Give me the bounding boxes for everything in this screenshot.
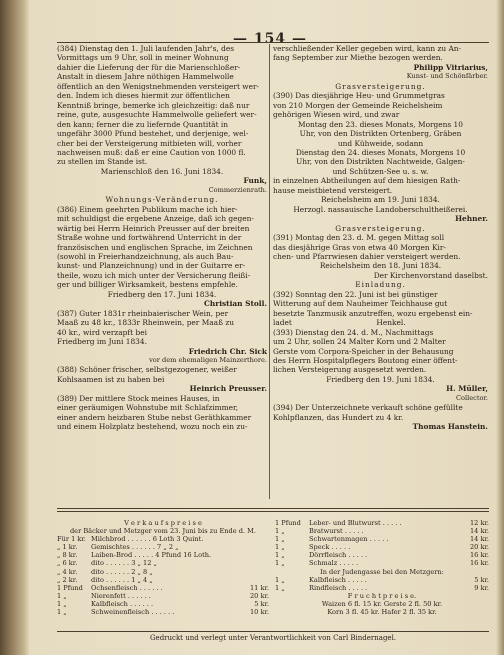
signature-title: Collector. <box>456 393 488 402</box>
text-line: Gerste vom Corpora-Speicher in der Behausung <box>273 346 454 356</box>
section-heading: Wohnungs-Veränderung. <box>105 195 219 205</box>
price-row <box>57 543 269 551</box>
price-value <box>235 576 269 584</box>
text-line: cher bei der Versteigerung mitbieten will, vorher <box>57 138 242 148</box>
price-item: Laiben-Brod . . . . . 4 Pfund 16 Loth. <box>91 551 212 560</box>
price-quantity: 1 „ <box>275 575 285 584</box>
price-item: Schwartenmagen . . . . . <box>309 535 389 544</box>
text-line: (384) Dienstag den 1. Juli laufenden Jahr's, des <box>57 44 235 53</box>
price-section-rule-double <box>57 511 489 512</box>
text-line: besetzte Tanzmusik anzutreffen, wozu ergebenst ein- <box>273 308 473 318</box>
text-line: verschließender Keller gegeben wird, kann zu An- <box>273 44 462 53</box>
price-row <box>57 568 269 576</box>
price-item: Schweinenfleisch . . . . . . <box>91 608 175 617</box>
dateline: Marienschloß den 16. Juni 1834. <box>100 166 224 176</box>
text-line: von 210 Morgen der Gemeinde Reichelsheim <box>273 100 443 110</box>
signature: Funk, <box>243 176 267 186</box>
price-value: 16 kr. <box>469 551 489 560</box>
price-row <box>275 568 489 576</box>
text-line: ger und billiger Wirksamkeit, bestens empfehle. <box>57 280 238 290</box>
price-quantity: „ 6 kr. <box>57 559 78 568</box>
text-line: nachweisen muß: daß er eine Caution von 1000 fl. <box>57 147 246 157</box>
price-item: Rindfleisch . . . . . <box>309 583 368 592</box>
price-row <box>57 608 269 616</box>
price-row <box>57 576 269 584</box>
price-row <box>275 559 489 567</box>
price-row <box>57 559 269 567</box>
signature: Philipp Vitriarius, <box>413 62 488 72</box>
text-line: kunst- und Planzeichnung) und in der Guitarre er- <box>57 261 246 271</box>
price-item: der Bäcker und Metzger vom 23. Juni bis zu Ende d. M. <box>69 527 257 536</box>
price-value: 9 kr. <box>474 583 489 592</box>
meat-and-grain-prices <box>275 519 489 616</box>
issuing-office: Herzogl. nassauische Landoberschultheißerei. <box>293 204 468 214</box>
signature-title: Kunst- und Schönfärber. <box>406 72 488 81</box>
price-quantity: 1 „ <box>57 591 67 600</box>
text-line: Straße wohne und fortwährend Unterricht in der <box>57 233 242 243</box>
text-line: reine, gute, ausgesuchte Hammelwolle geliefert wer- <box>57 110 257 120</box>
price-value: 14 kr. <box>469 535 489 544</box>
dateline: Friedberg im Juni 1834. <box>57 337 147 347</box>
text-line: hause meistbietend versteigert. <box>273 185 393 195</box>
signature-title: Commerzienrath. <box>208 185 267 194</box>
price-value: 5 kr. <box>254 599 269 608</box>
price-quantity: 1 „ <box>275 527 285 536</box>
price-value: 10 kr. <box>249 608 269 617</box>
price-value <box>235 535 269 543</box>
text-line: (393) Dienstag den 24. d. M., Nachmittags <box>273 327 434 337</box>
price-row <box>57 519 269 527</box>
price-quantity: 1 „ <box>57 599 67 608</box>
price-row <box>275 519 489 527</box>
signature: H. Müller, <box>446 384 488 394</box>
price-item: Schmalz . . . . . <box>309 559 359 568</box>
text-line: das diesjährige Gras von etwa 40 Morgen Kir- <box>273 242 446 252</box>
text-line: ungefähr 3000 Pfund bestehet, und derjenige, wel- <box>57 129 249 139</box>
section-heading: Grasversteigerung. <box>335 81 426 91</box>
price-list <box>57 519 489 629</box>
text-line: Montag den 23. dieses Monats, Morgens 10 <box>298 119 463 129</box>
text-line: 40 kr., wird verzapft bei <box>57 327 147 337</box>
price-quantity: 1 „ <box>275 583 285 592</box>
price-value <box>235 551 269 559</box>
text-line: Kenntniß bringe, bemerke ich gleichzeitig: daß nur <box>57 100 250 110</box>
header-rule <box>57 42 489 43</box>
printer-imprint: Gedruckt und verlegt unter Verantwortlichkeit von Carl Bindernagel. <box>149 634 397 642</box>
text-line: einer geräumigen Wohnstube mit Schlafzimmer, <box>57 403 239 413</box>
price-quantity: „ 1 kr. <box>57 543 78 552</box>
price-row <box>275 543 489 551</box>
price-value: 12 kr. <box>469 519 489 527</box>
price-item: Korn 3 fl. 45 kr. Hafer 2 fl. 35 kr. <box>327 608 437 617</box>
signature: Der Kirchenvorstand daselbst. <box>373 270 488 280</box>
text-line: Dienstag den 24. dieses Monats, Morgens 10 <box>295 147 466 157</box>
text-line: (386) Einem geehrten Publikum mache ich hier- <box>57 204 238 214</box>
price-value: 20 kr. <box>249 591 269 600</box>
price-row <box>57 592 269 600</box>
text-line: um 2 Uhr, sollen 24 Malter Korn und 2 Malter <box>273 337 446 347</box>
text-line: (387) Guter 1831r rheinbaierischer Wein, per <box>57 308 229 318</box>
price-value <box>235 559 269 567</box>
text-line: dahier die Lieferung der für die Marienschloßer- <box>57 62 241 72</box>
page-number: — 154 — <box>233 31 307 47</box>
price-item: Gemischtes . . . . . . 7 „ 2 „ <box>91 543 179 552</box>
price-row <box>275 584 489 592</box>
right-column <box>273 44 488 499</box>
column-divider <box>269 44 270 499</box>
text-line: einer andern heizbaren Stube nebst Geräthkammer <box>57 412 252 422</box>
text-line: (390) Das diesjährige Heu- und Grummetgras <box>273 91 445 101</box>
signature-title: vor dem ehemaligen Mainzerthore. <box>149 355 267 364</box>
bakery-butcher-prices <box>57 519 269 616</box>
section-heading: Grasversteigerung. <box>335 223 426 233</box>
price-quantity: 1 Pfund <box>275 519 301 527</box>
price-row <box>57 584 269 592</box>
text-line: und Schützen-See u. s. w. <box>332 166 429 176</box>
price-item: dito . . . . . . 3 „ 12 „ <box>91 559 157 568</box>
price-value: 20 kr. <box>469 543 489 552</box>
text-line: französischen und englischen Sprache, im Zeichnen <box>57 242 253 252</box>
price-item: Leber- und Blutwurst . . . . . <box>309 519 402 527</box>
text-line: den kann; ferner die zu liefernde Quantität in <box>57 119 229 129</box>
price-quantity: 1 „ <box>57 608 67 617</box>
text-line: (394) Der Unterzeichnete verkauft schöne gefüllte <box>273 403 463 413</box>
price-value <box>235 568 269 576</box>
price-row <box>275 576 489 584</box>
text-line: Anstalt in diesem Jahre nöthigen Hammelwolle <box>57 72 234 82</box>
text-line: und einem Holzplatz bestehend, wozu noch ein zu- <box>57 422 248 432</box>
price-row <box>57 551 269 559</box>
dateline: Friedberg den 19. Juni 1834. <box>326 374 435 384</box>
signature: Thomas Hanstein. <box>412 422 488 432</box>
price-quantity: 1 Pfund <box>57 583 83 592</box>
price-item: V e r k a u f s p r e i s e <box>124 519 202 527</box>
text-line: wärtig bei Herrn Heinrich Preusser auf der breiten <box>57 223 250 233</box>
price-quantity: Für 1 kr. <box>57 535 86 544</box>
text-line: des Herrn Hospitalpflegers Boutong einer öffent- <box>273 355 458 365</box>
price-value: 14 kr. <box>469 527 489 536</box>
text-line: in einzelnen Abtheilungen auf dem hiesigen Rath- <box>273 176 461 186</box>
price-quantity: „ 2 kr. <box>57 575 78 584</box>
price-quantity: „ 4 kr. <box>57 567 78 576</box>
text-line: und Kühweide, sodann <box>337 138 424 148</box>
price-item: dito . . . . . . 2 „ 8 „ <box>91 567 153 576</box>
text-line: Kohlsaamen ist zu haben bei <box>57 374 165 384</box>
signature: Heinrich Preusser. <box>189 384 267 394</box>
price-item: Nierenfett . . . . . . <box>91 591 151 600</box>
price-value: 11 kr. <box>249 583 269 592</box>
price-item: F r u c h t p r e i s e. <box>347 591 417 600</box>
text-line: Maaß zu 48 kr., 1833r Rheinwein, per Maaß zu <box>57 318 235 328</box>
price-item: Bratwurst . . . . . <box>309 527 364 536</box>
price-quantity: 1 „ <box>275 535 285 544</box>
price-item: Kalbfleisch . . . . . . <box>91 599 154 608</box>
section-heading: Einladung. <box>355 280 406 290</box>
page-edge <box>496 0 504 655</box>
price-quantity: 1 „ <box>275 559 285 568</box>
text-line: gehörigen Wiesen wird, und zwar <box>273 110 400 120</box>
text-line: Witterung auf dem Nauheimer Teichhause gut <box>273 299 448 309</box>
signature: Christian Stoll. <box>204 299 267 309</box>
price-quantity: 1 „ <box>275 543 285 552</box>
price-row <box>275 592 489 600</box>
price-row <box>57 527 269 535</box>
text-line: fang September zur Miethe bezogen werden. <box>273 53 443 63</box>
text-line: Uhr, von den Distrikten Nachtweide, Galgen- <box>296 157 465 167</box>
text-line: theile, wozu ich mich unter der Versicherung fleißi- <box>57 270 251 280</box>
text-line: mit schuldigst die ergebene Anzeige, daß ich gegen- <box>57 214 254 224</box>
price-value: 16 kr. <box>469 559 489 568</box>
price-item: Kalbfleisch . . . . . <box>309 575 367 584</box>
price-quantity: 1 „ <box>275 551 285 560</box>
price-item: dito . . . . . . 1 „ 4 „ <box>91 575 153 584</box>
price-item: Ochsenfleisch . . . . . . <box>91 583 163 592</box>
dateline: Reichelsheim den 18. Juni 1834. <box>319 261 442 271</box>
left-column <box>57 44 267 499</box>
price-item: Milchbrod . . . . . . 6 Loth 3 Quint. <box>91 535 204 544</box>
price-value <box>235 543 269 551</box>
text-line: (392) Sonntag den 22. Juni ist bei günstiger <box>273 289 438 299</box>
text-line: Uhr, von den Distrikten Ortenberg, Gräben <box>299 129 462 139</box>
price-item: Speck . . . . . <box>309 543 351 552</box>
footer-rule <box>57 631 489 632</box>
text-line: (388) Schöner frischer, selbstgezogener, weißer <box>57 365 237 375</box>
book-gutter <box>0 0 30 655</box>
price-value: 5 kr. <box>474 575 489 584</box>
price-row <box>275 551 489 559</box>
text-line: zu stellen im Stande ist. <box>57 157 148 167</box>
price-row <box>275 600 489 608</box>
price-row <box>57 600 269 608</box>
price-section-rule <box>57 508 489 509</box>
price-quantity: „ 8 kr. <box>57 551 78 560</box>
signature: Friedrich Chr. Sick <box>188 346 267 356</box>
price-row <box>275 608 489 616</box>
text-line: Vormittags um 9 Uhr, soll in meiner Wohnung <box>57 53 229 63</box>
price-row <box>57 535 269 543</box>
price-row <box>275 527 489 535</box>
text-line: chen- und Pfarrwiesen dahier versteigert werden. <box>273 251 461 261</box>
signature: Hehner. <box>455 214 488 224</box>
text-line: ladet Henkel. <box>273 318 406 328</box>
text-line: öffentlich an den Wenigstnehmenden versteigert wer- <box>57 81 260 91</box>
price-item: In der Judengasse bei den Metzgern: <box>320 567 444 576</box>
price-item: Dörrfleisch . . . . . <box>309 551 368 560</box>
text-line: (391) Montag den 23. d. M. gegen Mittag soll <box>273 233 445 243</box>
text-line: lichen Versteigerung ausgesetzt werden. <box>273 365 427 375</box>
text-line: (389) Der mittlere Stock meines Hauses, in <box>57 393 220 403</box>
text-line: Kohlpflanzen, das Hundert zu 4 kr. <box>273 412 404 422</box>
dateline: Friedberg den 17. Juni 1834. <box>107 289 217 299</box>
text-line: den. Indem ich dieses hiermit zur öffentlichen <box>57 91 230 101</box>
price-row <box>275 535 489 543</box>
price-item: Waizen 6 fl. 15 kr. Gerste 2 fl. 50 kr. <box>321 599 443 608</box>
text-line: (sowohl in Freierhandzeichnung, als auch Bau- <box>57 251 234 261</box>
dateline: Reichelsheim am 19. Juni 1834. <box>321 195 440 205</box>
